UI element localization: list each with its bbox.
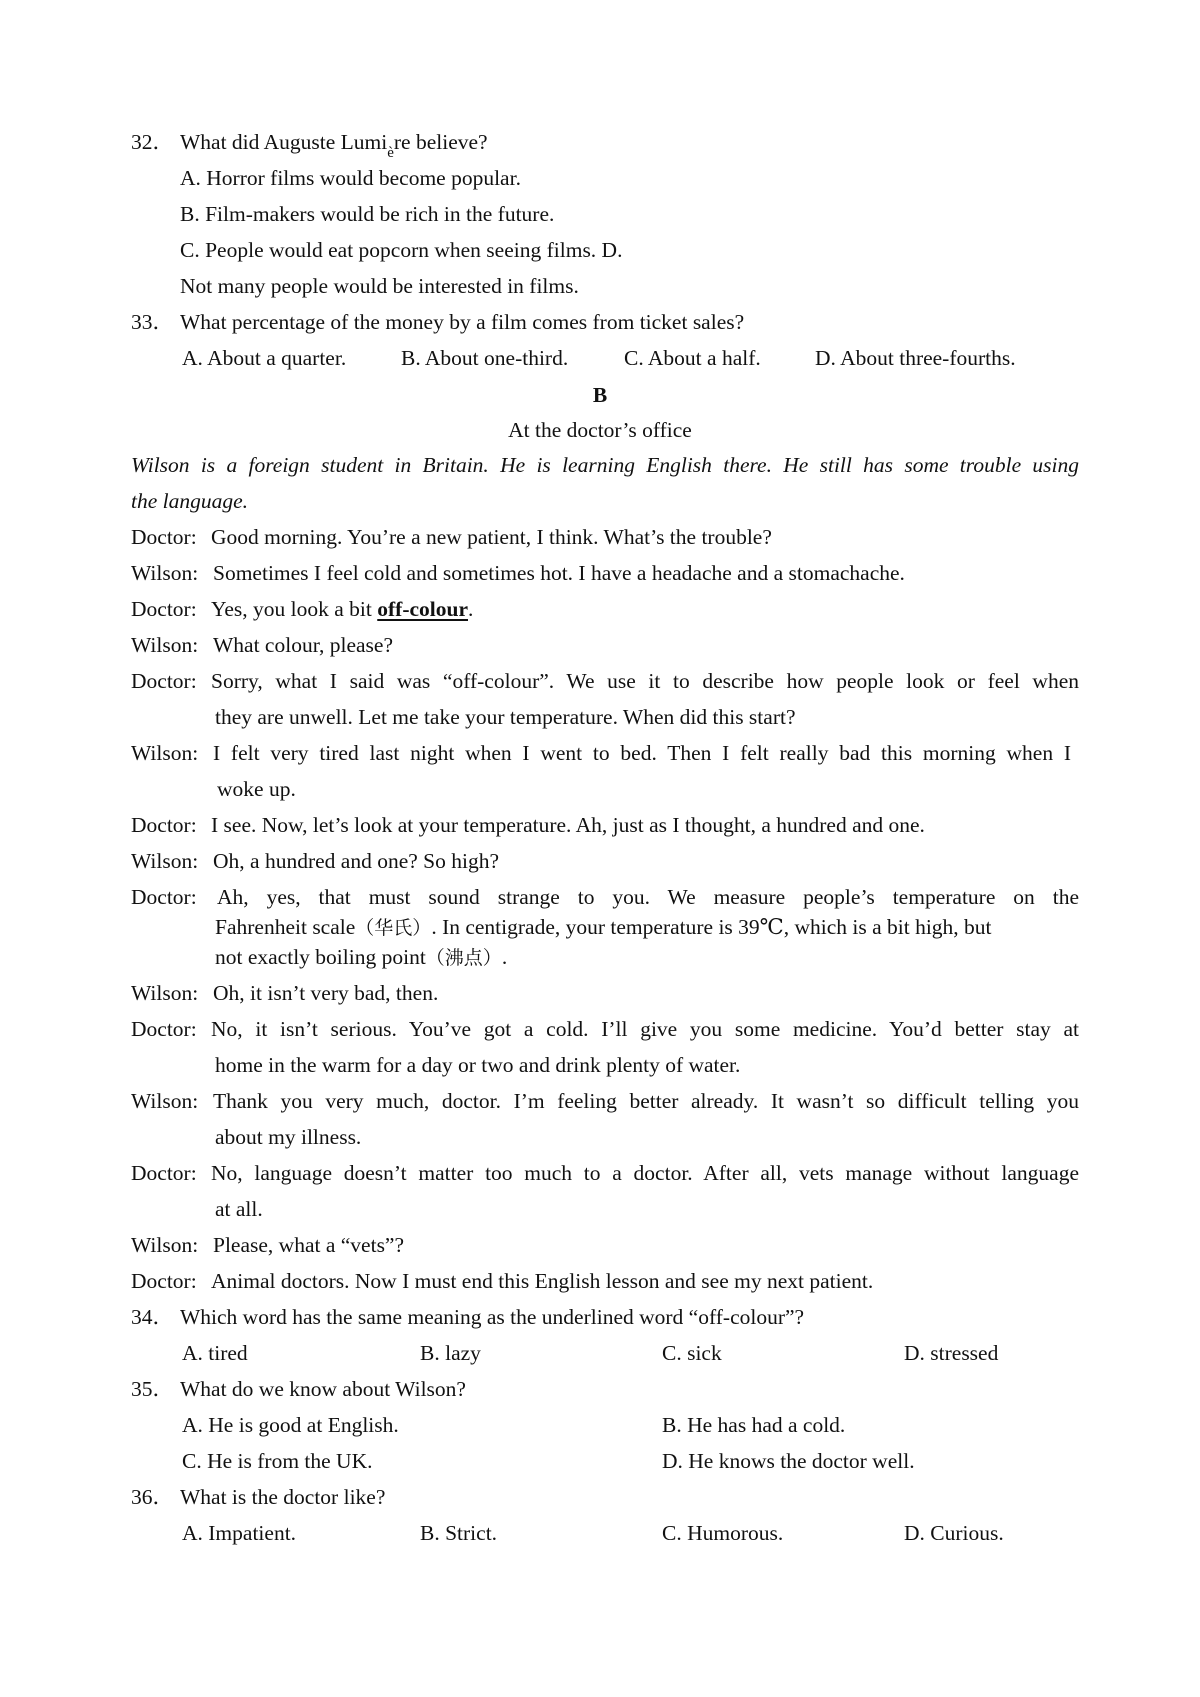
option-d: D. He knows the doctor well. (662, 1449, 915, 1473)
option-a: A. Horror films would become popular. (180, 166, 521, 190)
dialogue-text: about my illness. (215, 1125, 362, 1149)
speaker-label: Doctor: (131, 885, 197, 909)
dialogue-text: at all. (215, 1197, 263, 1221)
dialogue-text: woke up. (217, 777, 296, 801)
option-b: B. Strict. (420, 1521, 498, 1545)
dialogue-text: they are unwell. Let me take your temperature. When did this start? (215, 705, 796, 729)
speaker-label: Wilson: (131, 741, 199, 765)
question-number: 34． (131, 1305, 175, 1329)
question-stem: What do we know about Wilson? (180, 1377, 466, 1401)
option-c: C. Humorous. (662, 1521, 784, 1545)
chinese-gloss: （沸点） (425, 947, 502, 969)
speaker-label: Wilson: (131, 849, 199, 873)
option-c: C. sick (662, 1341, 722, 1365)
dialogue-text (215, 917, 992, 939)
passage-intro: the language. (131, 489, 249, 513)
dialogue-text: What colour, please? (213, 633, 394, 657)
speaker-label: Doctor: (131, 813, 197, 837)
speaker-label: Wilson: (131, 981, 199, 1005)
dialogue-text: not exactly boiling point (215, 945, 426, 969)
dialogue-text: Please, what a “vets”? (213, 1233, 405, 1257)
dialogue-text: I see. Now, let’s look at your temperature. Ah, just as I thought, a hundred and one. (211, 813, 925, 837)
accent-mark: è (387, 145, 394, 161)
dialogue-text: Fahrenheit scale (215, 915, 356, 939)
dialogue-text: . In centigrade, your temperature is 39℃, which is a bit high, but (431, 915, 992, 939)
question-stem: Which word has the same meaning as the underlined word “off-colour”? (180, 1305, 805, 1329)
option-b: B. Film-makers would be rich in the future. (180, 202, 555, 226)
dialogue-text: Oh, a hundred and one? So high? (213, 849, 499, 873)
question-stem: What is the doctor like? (180, 1485, 386, 1509)
speaker-label: Doctor: (131, 597, 197, 621)
speaker-label: Wilson: (131, 561, 199, 585)
speaker-label: Doctor: (131, 669, 197, 693)
dialogue-text: No, it isn’t serious. You’ve got a cold. I’ll give you some medicine. You’d better stay at (211, 1017, 1079, 1041)
dialogue-text: home in the warm for a day or two and drink plenty of water. (215, 1053, 741, 1077)
question-number: 32． (131, 130, 175, 154)
option-d: D. About three-fourths. (815, 346, 1016, 370)
dialogue-text: Animal doctors. Now I must end this English lesson and see my next patient. (211, 1269, 874, 1293)
dialogue-text: I felt very tired last night when I went to bed. Then I felt really bad this morning when I (213, 741, 1071, 765)
passage-title: At the doctor’s office (508, 418, 692, 442)
option-a: A. tired (182, 1341, 248, 1365)
dialogue-text: . (468, 597, 474, 621)
section-letter: B (592, 383, 608, 407)
question-number: 33． (131, 310, 175, 334)
dialogue-text: No, language doesn’t matter too much to a doctor. After all, vets manage without language (211, 1161, 1079, 1185)
stem-text: re believe? (393, 130, 488, 154)
question-stem (180, 132, 488, 161)
underlined-word: off-colour (377, 597, 468, 621)
chinese-gloss: （华氏） (355, 917, 432, 939)
option-c: C. People would eat popcorn when seeing films. D. (180, 238, 623, 262)
option-d: D. Curious. (904, 1521, 1004, 1545)
option-c: C. He is from the UK. (182, 1449, 373, 1473)
speaker-label: Wilson: (131, 633, 199, 657)
option-b: B. About one-third. (401, 346, 569, 370)
dialogue-text (215, 947, 507, 969)
dialogue-text: Oh, it isn’t very bad, then. (213, 981, 439, 1005)
question-number: 35． (131, 1377, 175, 1401)
dialogue-text: Yes, you look a bit (211, 597, 378, 621)
option-d: Not many people would be interested in films. (180, 274, 579, 298)
speaker-label: Doctor: (131, 1269, 197, 1293)
option-a: A. About a quarter. (182, 346, 347, 370)
dialogue-text: Thank you very much, doctor. I’m feeling better already. It wasn’t so difficult telling you (213, 1089, 1079, 1113)
option-d: D. stressed (904, 1341, 999, 1365)
dialogue-text: . (501, 945, 508, 969)
dialogue-text: Sorry, what I said was “off-colour”. We use it to describe how people look or feel when (211, 669, 1079, 693)
dialogue-text: Ah, yes, that must sound strange to you. We measure people’s temperature on the (217, 885, 1079, 909)
speaker-label: Doctor: (131, 1017, 197, 1041)
option-a: A. Impatient. (182, 1521, 297, 1545)
option-b: B. lazy (420, 1341, 481, 1365)
passage-intro: Wilson is a foreign student in Britain. He is learning English there. He still has some trouble using (131, 453, 1079, 477)
speaker-label: Wilson: (131, 1089, 199, 1113)
option-b: B. He has had a cold. (662, 1413, 846, 1437)
stem-text: What did Auguste Lumi (180, 130, 388, 154)
dialogue-text: Good morning. You’re a new patient, I think. What’s the trouble? (211, 525, 772, 549)
question-number: 36． (131, 1485, 175, 1509)
dialogue-text (211, 599, 473, 621)
speaker-label: Doctor: (131, 525, 197, 549)
speaker-label: Doctor: (131, 1161, 197, 1185)
dialogue-text: Sometimes I feel cold and sometimes hot. I have a headache and a stomachache. (213, 561, 905, 585)
option-a: A. He is good at English. (182, 1413, 399, 1437)
option-c: C. About a half. (624, 346, 761, 370)
question-stem: What percentage of the money by a film comes from ticket sales? (180, 310, 745, 334)
speaker-label: Wilson: (131, 1233, 199, 1257)
